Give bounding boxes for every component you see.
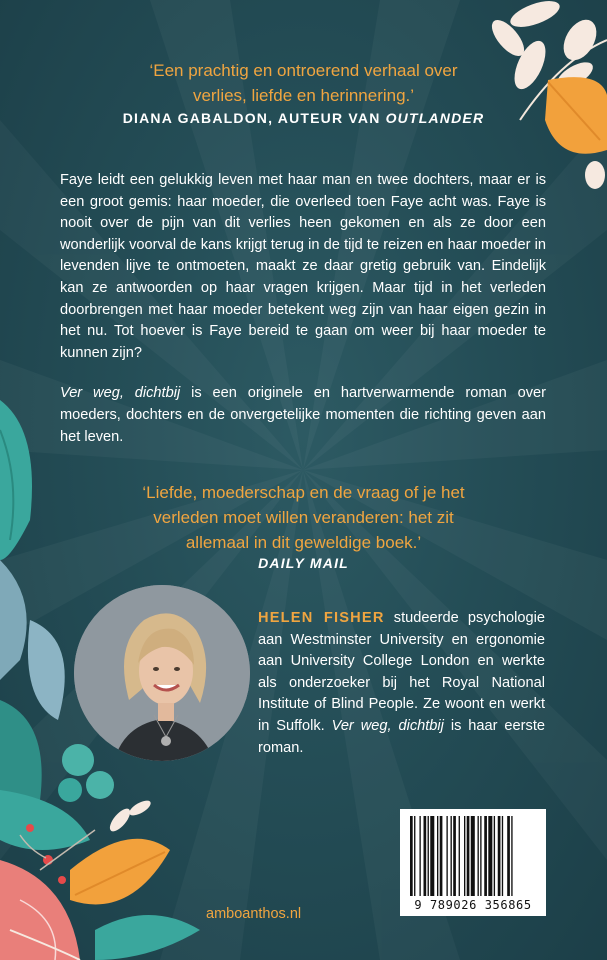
- author-bio: [258, 608, 545, 759]
- barcode-bar: [446, 816, 447, 896]
- barcode-bar: [488, 816, 492, 896]
- barcode-bar: [484, 816, 487, 896]
- barcode-bar: [437, 816, 438, 896]
- blurb-paragraph-1: Faye leidt een gelukkig leven met haar man en twee dochters, maar er is een groot gemis: haar moeder, die overleed toen Faye acht was. Faye is nooit over de pijn van dit verlies heen gekomen en als ze door een wonderlijk voorval de kans krijgt terug in de tijd te reizen en haar moeder in levenden lijve te ontmoeten, maakt ze daar gretig gebruik van. Eindelijk kan ze antwoorden op haar vragen krijgen. Maar tijd in het verleden doorbrengen met haar moeder betekent weg zijn van haar eigen gezin in het nu. Tot hoever is Faye bereid te gaan om weer bij haar moeder te kunnen zijn?: [60, 172, 546, 361]
- barcode-bars: [408, 816, 538, 896]
- barcode-bar: [453, 816, 456, 896]
- barcode-bar: [459, 816, 460, 896]
- barcode-bar: [414, 816, 415, 896]
- quote-1-book-title: OUTLANDER: [385, 110, 485, 126]
- barcode-bar: [451, 816, 452, 896]
- blurb-paragraph-2: [60, 383, 546, 448]
- barcode-bar: [478, 816, 479, 896]
- quote-1-attribution: [0, 110, 607, 126]
- quote-2-attribution: [0, 555, 607, 571]
- quote-2-line-2: verleden moet willen veranderen: het zit: [153, 508, 454, 527]
- isbn-number: 9 789026 356865: [414, 898, 532, 912]
- author-bio-text: studeerde psychologie aan Westminster University en ergonomie aan University College London en werkte als onderzoeker bij het Royal National Institute of Blind People. Ze woont en werkt in Suffolk.: [258, 610, 545, 734]
- author-name: HELEN FISHER: [258, 610, 385, 626]
- publisher-website[interactable]: amboanthos.nl: [206, 906, 302, 922]
- barcode-bar: [440, 816, 443, 896]
- barcode-bar: [494, 816, 495, 896]
- barcode-bar: [480, 816, 481, 896]
- quote-2-source: DAILY MAIL: [258, 555, 349, 571]
- blurb-book-title: Ver weg, dichtbij: [60, 385, 181, 402]
- barcode-bar: [419, 816, 420, 896]
- barcode-bar: [498, 816, 501, 896]
- quote-2-line-3: allemaal in dit geweldige boek.’: [185, 533, 422, 552]
- barcode-bar: [471, 816, 475, 896]
- blurb-paragraph-2-text: is een originele en hartverwarmende roman over moeders, dochters en de onvergetelijke momenten die richting geven aan het leven.: [60, 385, 546, 445]
- barcode-bar: [511, 816, 512, 896]
- barcode-bar: [467, 816, 470, 896]
- author-bio-end: is haar eerste roman.: [258, 717, 545, 756]
- barcode-bar: [410, 816, 413, 896]
- barcode-bar: [502, 816, 503, 896]
- isbn-barcode: [400, 809, 546, 916]
- author-photo: [74, 585, 250, 761]
- barcode-bar: [424, 816, 427, 896]
- barcode-bar: [428, 816, 429, 896]
- author-bio-book-title: Ver weg, dichtbij: [331, 717, 444, 734]
- book-blurb: [60, 170, 546, 448]
- review-quote-1: [0, 58, 607, 108]
- quote-1-author: DIANA GABALDON, AUTEUR VAN: [122, 110, 386, 126]
- quote-1-line-1: ‘Een prachtig en ontroerend verhaal over: [149, 61, 458, 80]
- author-portrait-illustration: [74, 585, 250, 761]
- barcode-bar: [430, 816, 434, 896]
- quote-1-line-2: verlies, liefde en herinnering.’: [192, 86, 415, 105]
- barcode-bar: [464, 816, 465, 896]
- review-quote-2: [0, 480, 607, 555]
- quote-2-line-1: ‘Liefde, moederschap en de vraag of je het: [142, 483, 465, 502]
- barcode-bar: [507, 816, 510, 896]
